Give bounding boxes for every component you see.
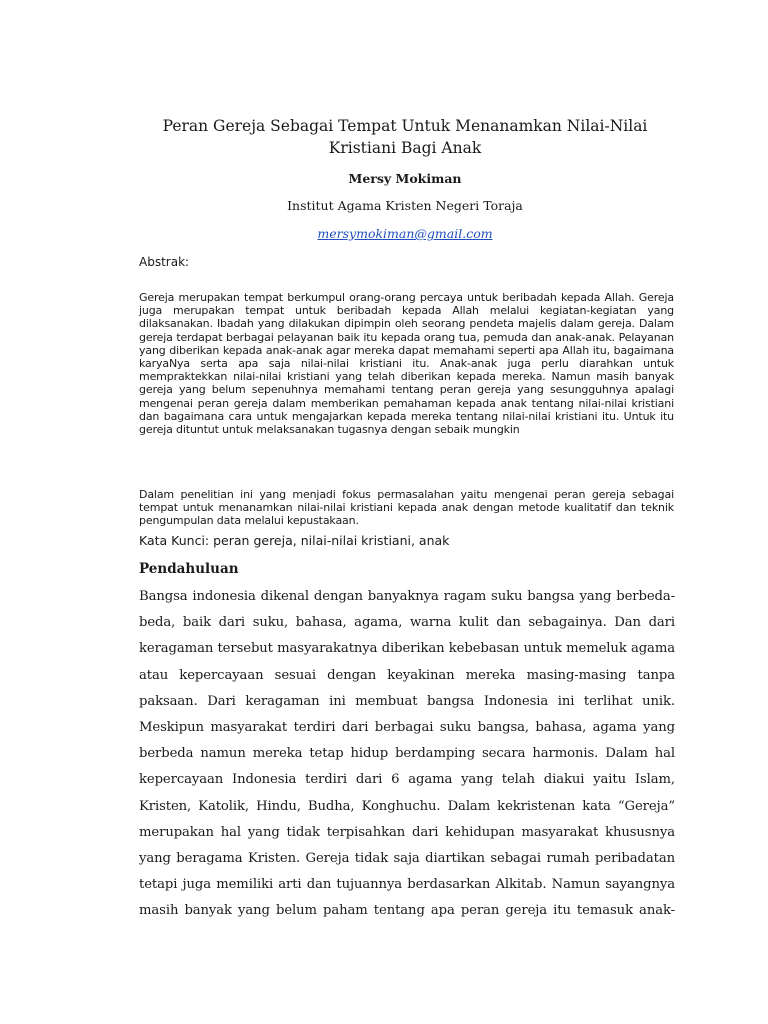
body-line: keragaman tersebut masyarakatnya diberikan kebebasan untuk memeluk agama [139,641,675,657]
abstract-paragraph-1: Gereja merupakan tempat berkumpul orang-orang percaya untuk beribadah kepada Allah. Gereja juga merupakan tempat untuk beribadah kepada Allah melalui kegiatan-kegiatan yang dilaksanakan. Ibadah yang dilakukan dipimpin oleh seorang pendeta majelis dalam gereja. Dalam gereja terdapat berbagai pelayanan baik itu kepada orang tua, pemuda dan anak-anak. Pelayanan yang diberikan kepada anak-anak agar mereka dapat memahami seperti apa Allah itu, bagaimana karyaNya serta apa saja nilai-nilai kristiani itu. Anak-anak juga perlu diarahkan untuk mempraktekkan nilai-nilai kristiani yang telah diberikan kepada mereka. Namun masih banyak gereja yang belum sepenuhnya memahami tentang peran gereja yang sesungguhnya apalagi mengenai peran gereja dalam memberikan pemahaman kepada anak tentang nilai-nilai kristiani dan bagaimana cara untuk mengajarkan kepada mereka tentang nilai-nilai kristiani itu. Untuk itu gereja dituntut untuk melaksanakan tugasnya dengan sebaik mungkin [139,291,674,437]
body-line: merupakan hal yang tidak terpisahkan dari kehidupan masyarakat khususnya [139,824,675,840]
title-line-2: Kristiani Bagi Anak [328,139,482,157]
introduction-paragraph [139,584,675,925]
abstract-paragraph-2: Dalam penelitian ini yang menjadi fokus permasalahan yaitu mengenai peran gereja sebagai tempat untuk menanamkan nilai-nilai kristiani kepada anak dengan metode kualitatif dan teknik pengumpulan data melalui kepustakaan. [139,488,674,528]
author-affiliation: Institut Agama Kristen Negeri Toraja [287,198,523,213]
body-line: tetapi juga memiliki arti dan tujuannya berdasarkan Alkitab. Namun sayangnya [139,877,675,893]
body-line: masih banyak yang belum paham tentang apa peran gereja itu temasuk anak- [139,903,675,919]
author-name: Mersy Mokiman [348,171,462,186]
body-line: beda, baik dari suku, bahasa, agama, warna kulit dan sebagainya. Dan dari [139,615,675,631]
body-line: kepercayaan Indonesia terdiri dari 6 agama yang telah diakui yaitu Islam, [139,772,675,788]
keywords: Kata Kunci: peran gereja, nilai-nilai kristiani, anak [139,533,450,548]
paper-title [120,115,690,159]
body-line: atau kepercayaan sesuai dengan keyakinan mereka masing-masing tanpa [139,667,675,683]
author-email-link[interactable]: mersymokiman@gmail.com [317,226,493,241]
body-line: Meskipun masyarakat terdiri dari berbagai suku bangsa, bahasa, agama yang [139,720,675,736]
author-email-line [120,226,690,241]
body-line: Bangsa indonesia dikenal dengan banyaknya ragam suku bangsa yang berbeda- [139,589,675,604]
body-line: paksaan. Dari keragaman ini membuat bangsa Indonesia ini terlihat unik. [139,693,675,709]
abstract-label: Abstrak: [139,255,190,269]
body-line: berbeda namun mereka tetap hidup berdamping secara harmonis. Dalam hal [139,746,675,762]
section-heading-introduction: Pendahuluan [139,561,239,577]
body-line: yang beragama Kristen. Gereja tidak saja diartikan sebagai rumah peribadatan [139,851,675,867]
body-line: Kristen, Katolik, Hindu, Budha, Konghuchu. Dalam kekristenan kata “Gereja” [139,798,675,814]
title-line-1: Peran Gereja Sebagai Tempat Untuk Menanamkan Nilai-Nilai [162,117,648,135]
